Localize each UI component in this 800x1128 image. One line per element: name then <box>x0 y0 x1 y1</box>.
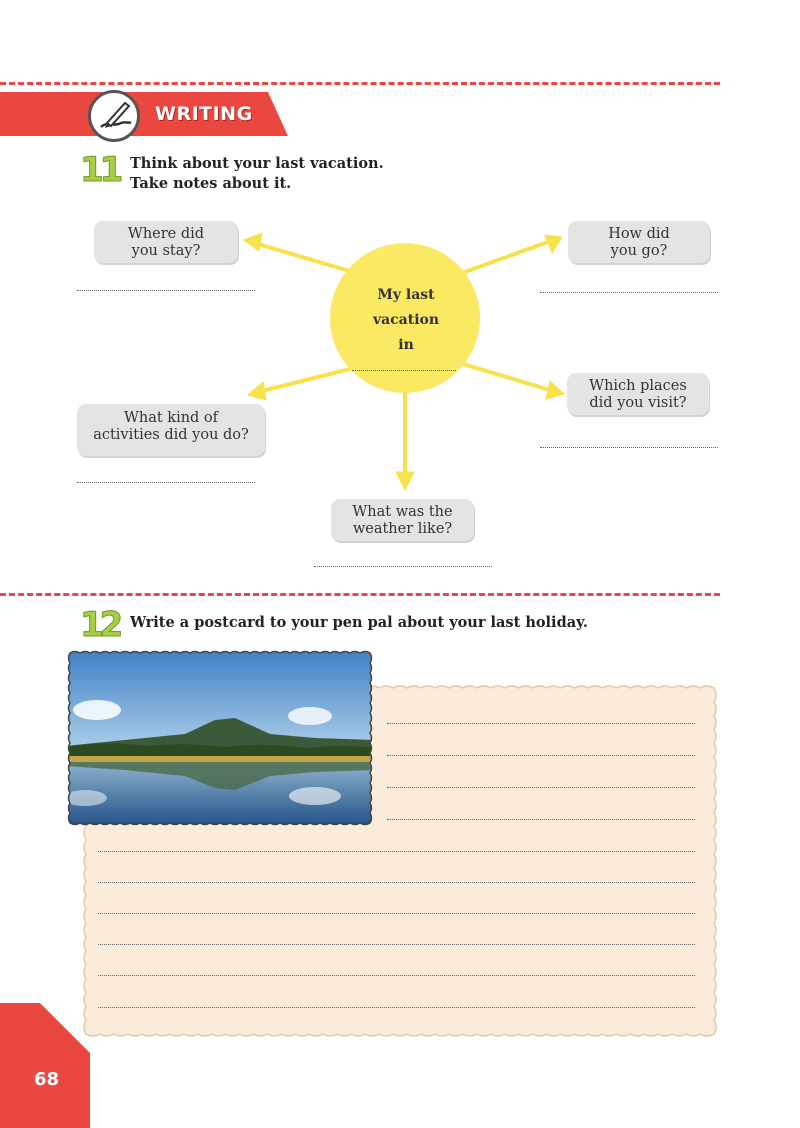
answer-line-weather[interactable] <box>314 566 492 567</box>
postcard-writing-line[interactable] <box>387 787 695 788</box>
postcard-writing-line[interactable] <box>98 944 695 945</box>
postcard-writing-line[interactable] <box>387 819 695 820</box>
exercise-number: 12 <box>80 605 120 645</box>
postcard-writing-line[interactable] <box>98 851 695 852</box>
postcard-writing-line[interactable] <box>98 913 695 914</box>
question-bubble-places: Which places did you visit? <box>567 373 709 415</box>
lake-mountain-photo <box>65 648 375 828</box>
exercise-instruction: Think about your last vacation. Take notes about it. <box>130 155 384 192</box>
section-title: WRITING <box>155 103 253 125</box>
answer-line-stay[interactable] <box>77 290 255 291</box>
postcard-writing-line[interactable] <box>98 1007 695 1008</box>
answer-line-transport[interactable] <box>540 292 718 293</box>
mind-map-center-label: My last vacation in <box>372 287 440 353</box>
question-bubble-weather: What was the weather like? <box>331 499 474 541</box>
question-bubble-activities: What kind of activities did you do? <box>77 404 265 456</box>
center-answer-line[interactable] <box>352 370 456 371</box>
postcard-writing-line[interactable] <box>387 723 695 724</box>
page-corner-tab <box>0 1003 90 1128</box>
postcard-writing-line[interactable] <box>98 882 695 883</box>
postcard-writing-line[interactable] <box>98 975 695 976</box>
postcard-writing-line[interactable] <box>387 755 695 756</box>
answer-line-activities[interactable] <box>77 482 255 483</box>
question-bubble-transport: How did you go? <box>568 221 710 263</box>
exercise-instruction: Write a postcard to your pen pal about your last holiday. <box>130 614 588 631</box>
exercise-number: 11 <box>80 150 120 190</box>
question-bubble-stay: Where did you stay? <box>94 221 238 263</box>
page-number: 68 <box>34 1069 60 1090</box>
answer-line-places[interactable] <box>540 447 718 448</box>
